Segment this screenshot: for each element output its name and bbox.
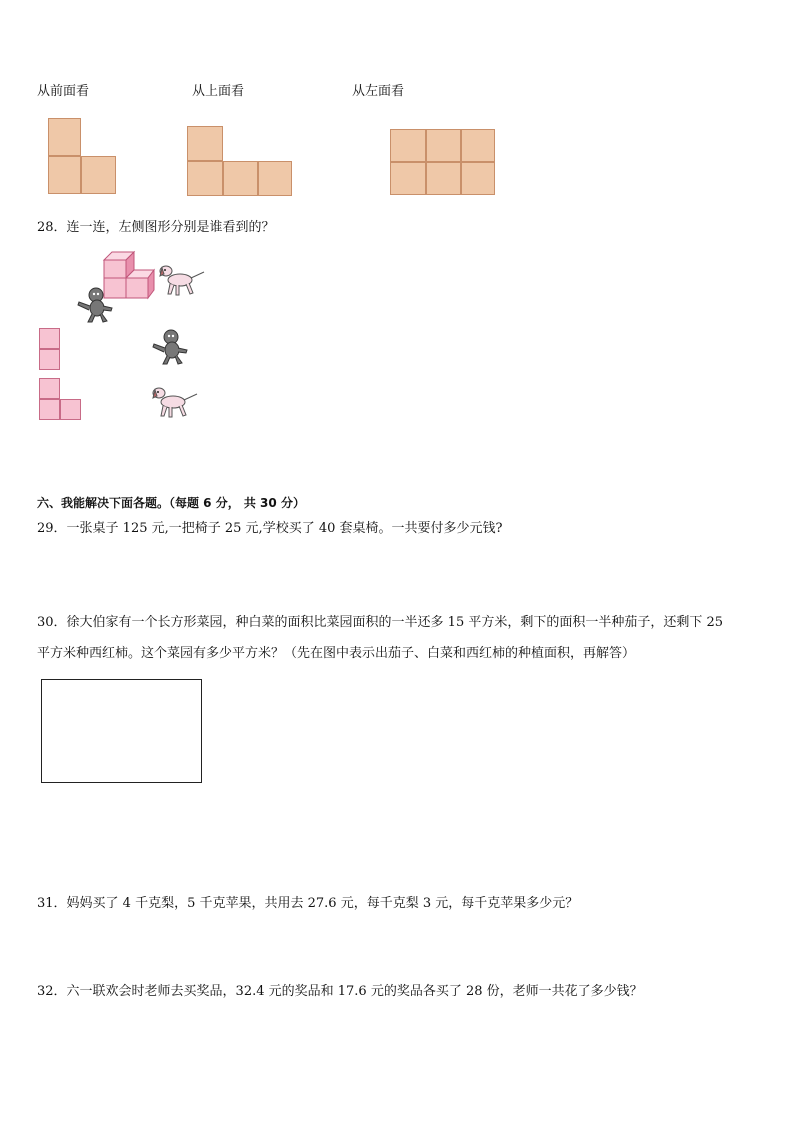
left-view-square [461, 162, 495, 195]
left-view-square [461, 129, 495, 162]
left-view-square [390, 129, 426, 162]
question-30-line-2: 平方米种西红柿。这个菜园有多少平方米？（先在图中表示出茄子、白菜和西红柿的种植面积，再解答） [37, 646, 636, 661]
left-view-square [426, 129, 461, 162]
monkey-icon [151, 328, 191, 366]
question-28: 28．连一连，左侧图形分别是谁看到的？ [37, 220, 275, 235]
front-view-label: 从前面看 [37, 84, 90, 99]
top-view-square [187, 126, 223, 161]
top-view-label: 从上面看 [192, 84, 245, 99]
question-32: 32．六一联欢会时老师去买奖品，32.4 元的奖品和 17.6 元的奖品各买了 28 份，老师一共花了多少钱？ [37, 984, 643, 999]
question-31: 31．妈妈买了 4 千克梨，5 千克苹果，共用去 27.6 元，每千克梨 3 元，每千克苹果多少元？ [37, 896, 579, 911]
dog-icon [151, 384, 201, 422]
question-30-line-1: 30．徐大伯家有一个长方形菜园，种白菜的面积比菜园面积的一半还多 15 平方米，剩下的面积一半种茄子，还剩下 25 [37, 615, 724, 630]
top-view-square [258, 161, 292, 196]
front-view-square [48, 118, 81, 156]
left-view-square [426, 162, 461, 195]
garden-rectangle[interactable] [41, 679, 202, 783]
pink-square [39, 399, 60, 420]
pink-square [39, 349, 60, 370]
pink-square [39, 378, 60, 399]
monkey-icon [76, 286, 116, 324]
top-view-square [223, 161, 258, 196]
pink-square [60, 399, 81, 420]
front-view-square [81, 156, 116, 194]
question-29: 29．一张桌子 125 元,一把椅子 25 元,学校买了 40 套桌椅。一共要付多少元钱? [37, 521, 503, 536]
left-view-label: 从左面看 [352, 84, 405, 99]
left-view-square [390, 162, 426, 195]
top-view-square [187, 161, 223, 196]
section-6-heading: 六、我能解决下面各题。（每题 6 分， 共 30 分） [37, 496, 305, 510]
dog-icon [158, 262, 208, 300]
front-view-square [48, 156, 81, 194]
pink-square [39, 328, 60, 349]
